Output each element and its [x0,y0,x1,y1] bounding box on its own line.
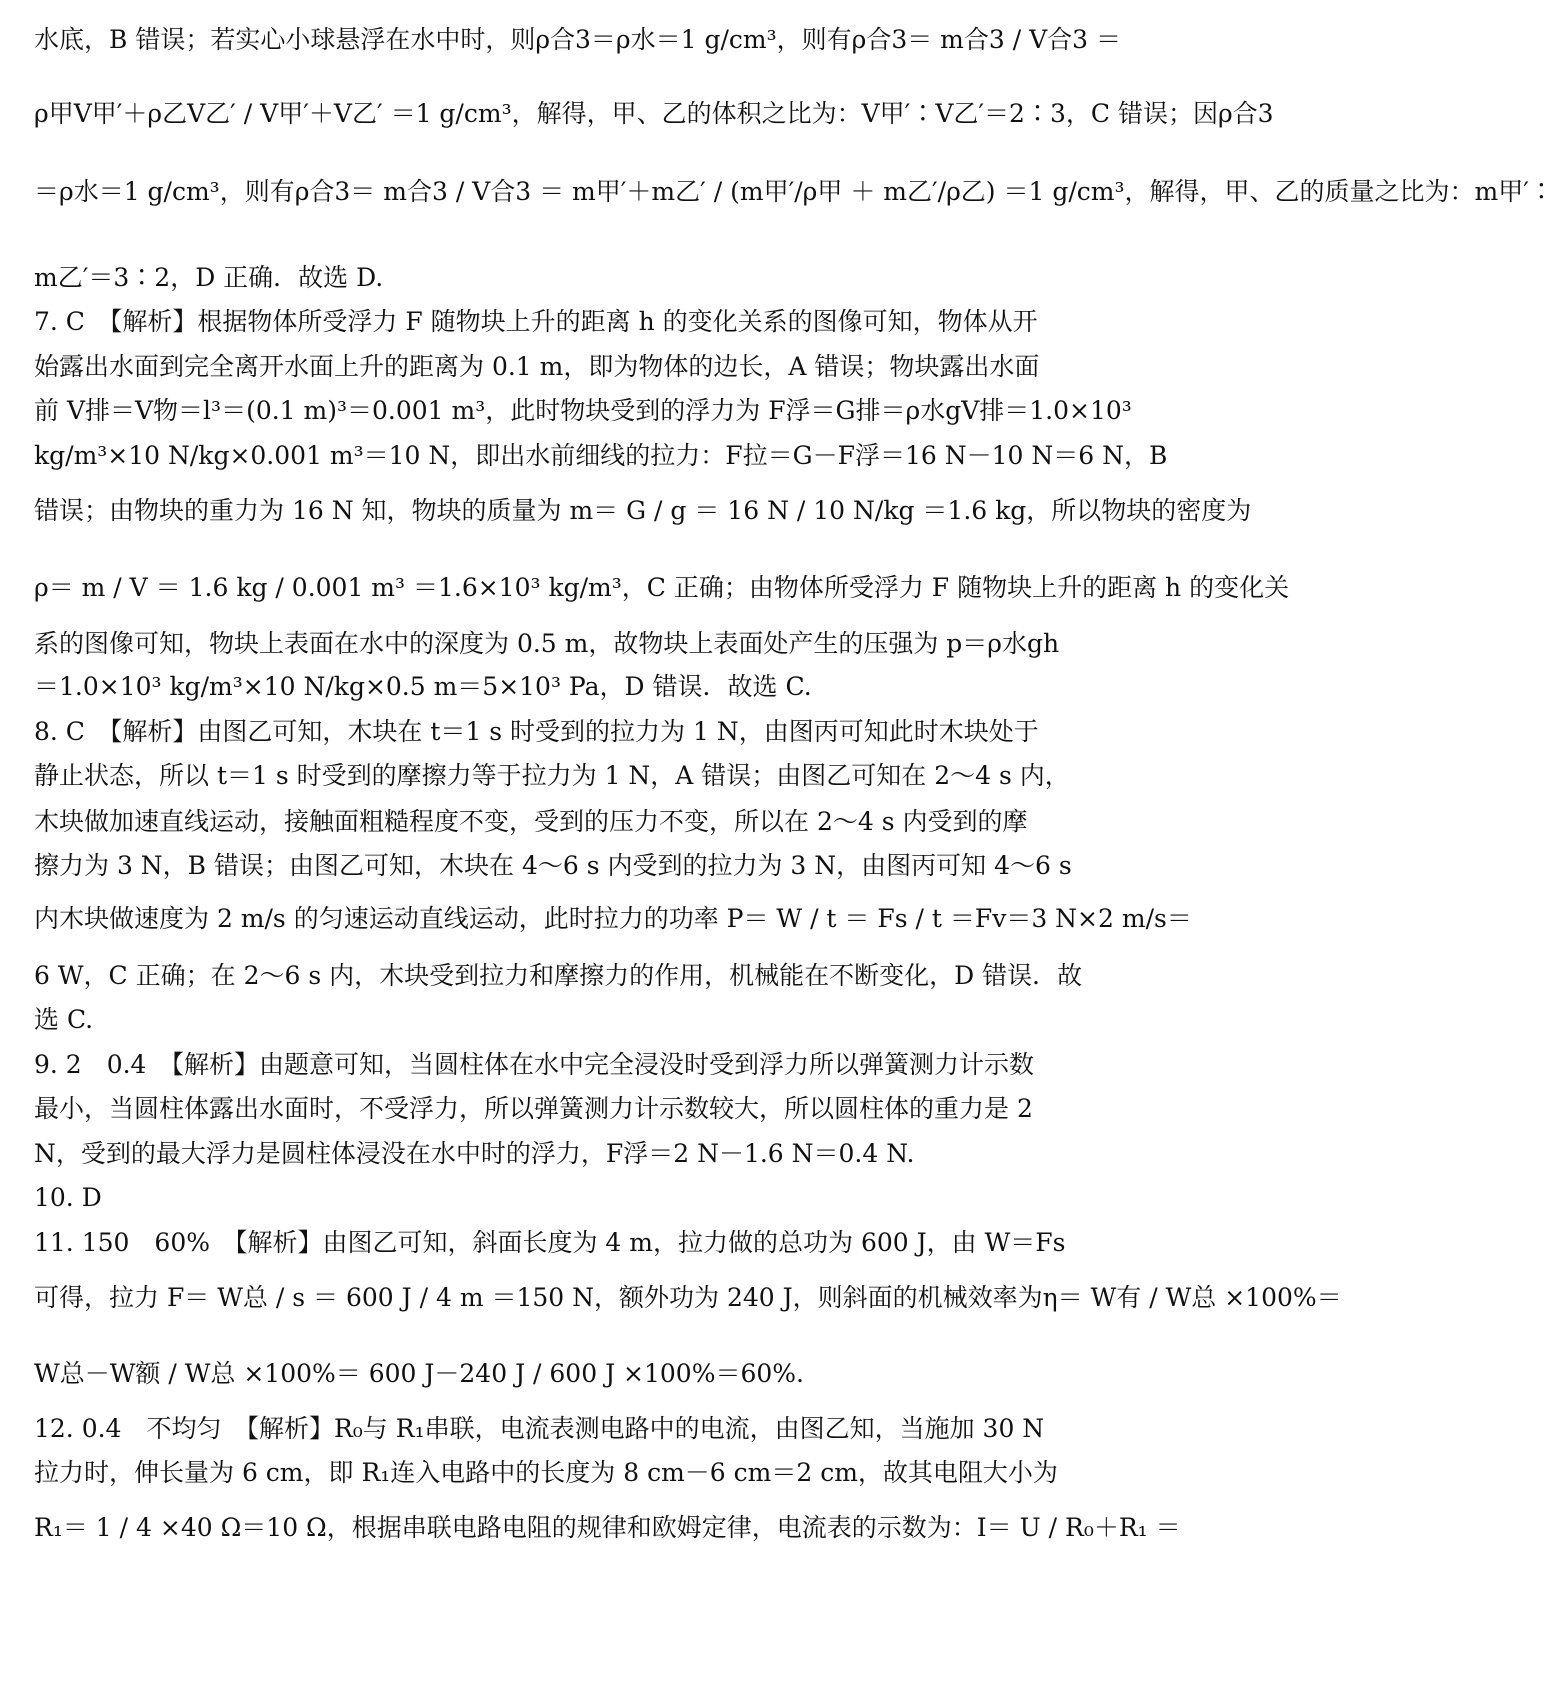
text-line: 擦力为 3 N，B 错误；由图乙可知，木块在 4～6 s 内受到的拉力为 3 N，由图丙可知 4～6 s [34,851,1072,880]
text-line: 7. C 【解析】根据物体所受浮力 F 随物块上升的距离 h 的变化关系的图像可知，物体从开 [34,307,1038,336]
text-line: m乙′＝3∶2，D 正确．故选 D. [34,263,384,292]
text-line: 始露出水面到完全离开水面上升的距离为 0.1 m，即为物体的边长，A 错误；物块露出水面 [34,352,1040,381]
text-line: 11. 150 60% 【解析】由图乙可知，斜面长度为 4 m，拉力做的总功为 600 J，由 W＝Fs [34,1228,1066,1257]
text-line: ρ＝ m / V ＝ 1.6 kg / 0.001 m³ ＝1.6×10³ kg/m³，C 正确；由物体所受浮力 F 随物块上升的距离 h 的变化关 [34,573,1290,602]
text-line: 12. 0.4 不均匀 【解析】R₀与 R₁串联，电流表测电路中的电流，由图乙知，当施加 30 N [34,1414,1045,1443]
text-line: 最小，当圆柱体露出水面时，不受浮力，所以弹簧测力计示数较大，所以圆柱体的重力是 2 [34,1094,1033,1123]
text-line: 木块做加速直线运动，接触面粗糙程度不变，受到的压力不变，所以在 2～4 s 内受到的摩 [34,807,1028,836]
text-line: ρ甲V甲′＋ρ乙V乙′ / V甲′＋V乙′ ＝1 g/cm³，解得，甲、乙的体积之比为：V甲′∶V乙′＝2∶3，C 错误；因ρ合3 [34,99,1274,128]
text-line: 内木块做速度为 2 m/s 的匀速运动直线运动，此时拉力的功率 P＝ W / t ＝ Fs / t ＝Fv＝3 N×2 m/s＝ [34,904,1192,933]
text-line: N，受到的最大浮力是圆柱体浸没在水中时的浮力，F浮＝2 N－1.6 N＝0.4 N. [34,1139,915,1168]
text-line: 10. D [34,1183,102,1212]
text-line: ＝ρ水＝1 g/cm³，则有ρ合3＝ m合3 / V合3 ＝ m甲′＋m乙′ / (m甲′/ρ甲 ＋ m乙′/ρ乙) ＝1 g/cm³，解得，甲、乙的质量之比为：m甲′∶ [34,177,1554,206]
text-line: 8. C 【解析】由图乙可知，木块在 t＝1 s 时受到的拉力为 1 N，由图丙可知此时木块处于 [34,717,1039,746]
text-line: kg/m³×10 N/kg×0.001 m³＝10 N，即出水前细线的拉力：F拉＝G－F浮＝16 N－10 N＝6 N，B [34,441,1168,470]
text-line: 前 V排＝V物＝l³＝(0.1 m)³＝0.001 m³，此时物块受到的浮力为 F浮＝G排＝ρ水gV排＝1.0×10³ [34,396,1132,425]
text-line: 可得，拉力 F＝ W总 / s ＝ 600 J / 4 m ＝150 N，额外功为 240 J，则斜面的机械效率为η＝ W有 / W总 ×100%＝ [34,1283,1342,1312]
text-line: 水底，B 错误；若实心小球悬浮在水中时，则ρ合3＝ρ水＝1 g/cm³，则有ρ合3＝ m合3 / V合3 ＝ [34,25,1122,54]
text-line: R₁＝ 1 / 4 ×40 Ω＝10 Ω，根据串联电路电阻的规律和欧姆定律，电流表的示数为：I＝ U / R₀＋R₁ ＝ [34,1513,1181,1542]
text-line: 错误；由物块的重力为 16 N 知，物块的质量为 m＝ G / g ＝ 16 N / 10 N/kg ＝1.6 kg，所以物块的密度为 [34,496,1252,525]
text-line: 选 C. [34,1005,94,1034]
text-line: 拉力时，伸长量为 6 cm，即 R₁连入电路中的长度为 8 cm－6 cm＝2 cm，故其电阻大小为 [34,1458,1058,1487]
text-line: 静止状态，所以 t＝1 s 时受到的摩擦力等于拉力为 1 N，A 错误；由图乙可知在 2～4 s 内， [34,761,1070,790]
text-line: ＝1.0×10³ kg/m³×10 N/kg×0.5 m＝5×10³ Pa，D 错误．故选 C. [34,672,812,701]
text-line: 6 W，C 正确；在 2～6 s 内，木块受到拉力和摩擦力的作用，机械能在不断变化，D 错误．故 [34,961,1083,990]
text-line: 9. 2 0.4 【解析】由题意可知，当圆柱体在水中完全浸没时受到浮力所以弹簧测力计示数 [34,1050,1034,1079]
text-line: W总－W额 / W总 ×100%＝ 600 J－240 J / 600 J ×100%＝60%. [34,1359,804,1388]
text-line: 系的图像可知，物块上表面在水中的深度为 0.5 m，故物块上表面处产生的压强为 p＝ρ水gh [34,629,1060,658]
